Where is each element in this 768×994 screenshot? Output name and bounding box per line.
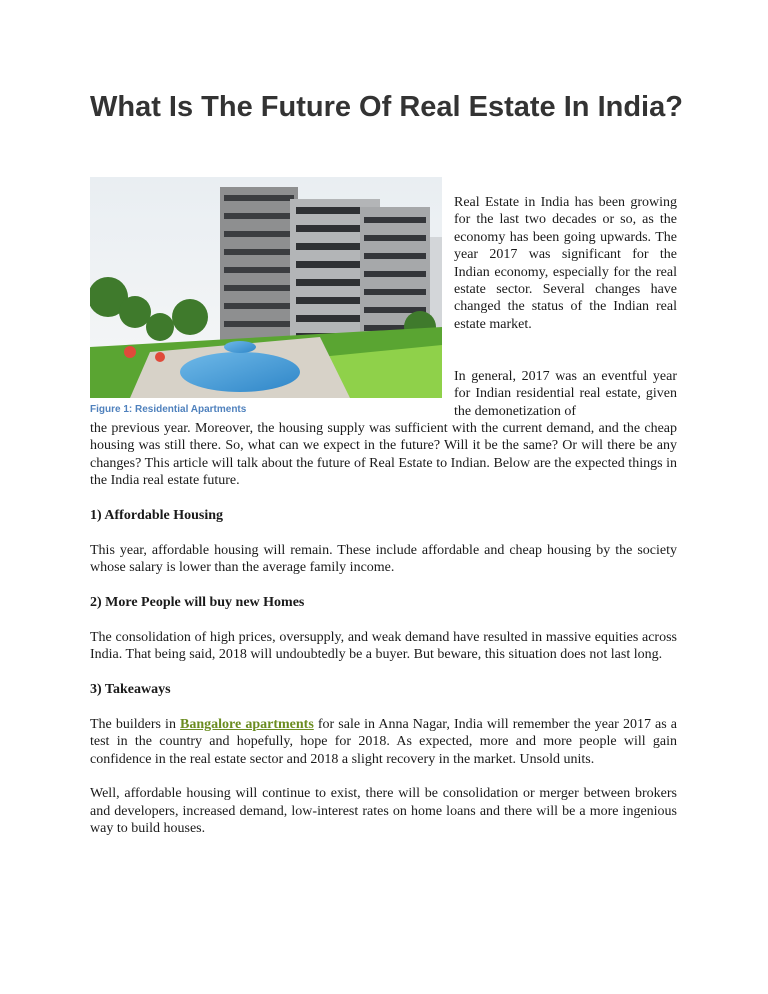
intro-paragraph-1: Real Estate in India has been growing for the last two decades or so, as the economy has been going upwards. The year 2017 was significant for the Indian economy, especially for the real estate sector. Several changes have changed the status of the Indian real estate market. [454,195,677,332]
section-text-affordable-housing: This year, affordable housing will remain. These include affordable and cheap housing by the society whose salary is lower than the average family income. [90,542,677,576]
section-heading-takeaways: 3) Takeaways [90,682,171,698]
bangalore-apartments-link[interactable]: Bangalore apartments [180,716,314,732]
closing-paragraph: Well, affordable housing will continue to exist, there will be consolidation or merger between brokers and developers, increased demand, low-interest rates on home loans and there will be a more ingenious way to build houses. [90,786,677,837]
article-title: What Is The Future Of Real Estate In India? [90,91,683,123]
figure-caption: Figure 1: Residential Apartments [90,404,247,415]
intro-paragraph-2-side: In general, 2017 was an eventful year for Indian residential real estate, given the demonetization of [454,369,677,419]
section-heading-more-people: 2) More People will buy new Homes [90,595,305,611]
residential-apartments-image [90,177,442,398]
article-body [90,420,677,838]
apartment-illustration [90,177,442,398]
section-text-takeaways [90,716,677,768]
section-heading-affordable-housing: 1) Affordable Housing [90,508,224,524]
section-text-more-people: The consolidation of high prices, oversupply, and weak demand have resulted in massive equities across India. That being said, 2018 will undoubtedly be a buyer. But beware, this situation does not last long. [90,629,677,663]
pool-small [224,341,256,353]
left-tower [220,187,298,347]
takeaways-text-end: for sale in Anna Nagar, India will remember the year 2017 as a test in the country and hopefully, hope for 2018. As expected, more and more people will gain confidence in the real estate sector and 2018 a slight recovery in the market. Unsold units. [90,716,678,767]
pool-large [180,352,300,392]
takeaways-text-start: The builders in [90,716,181,732]
intro-paragraph-2-continued: the previous year. Moreover, the housing supply was sufficient with the current demand, and the cheap housing was still there. So, what can we expect in the future? Will it be the same? Or will there be any changes? This article will talk about the future of Real Estate to Indian. Below are the expected things in the India real estate future. [90,421,677,489]
